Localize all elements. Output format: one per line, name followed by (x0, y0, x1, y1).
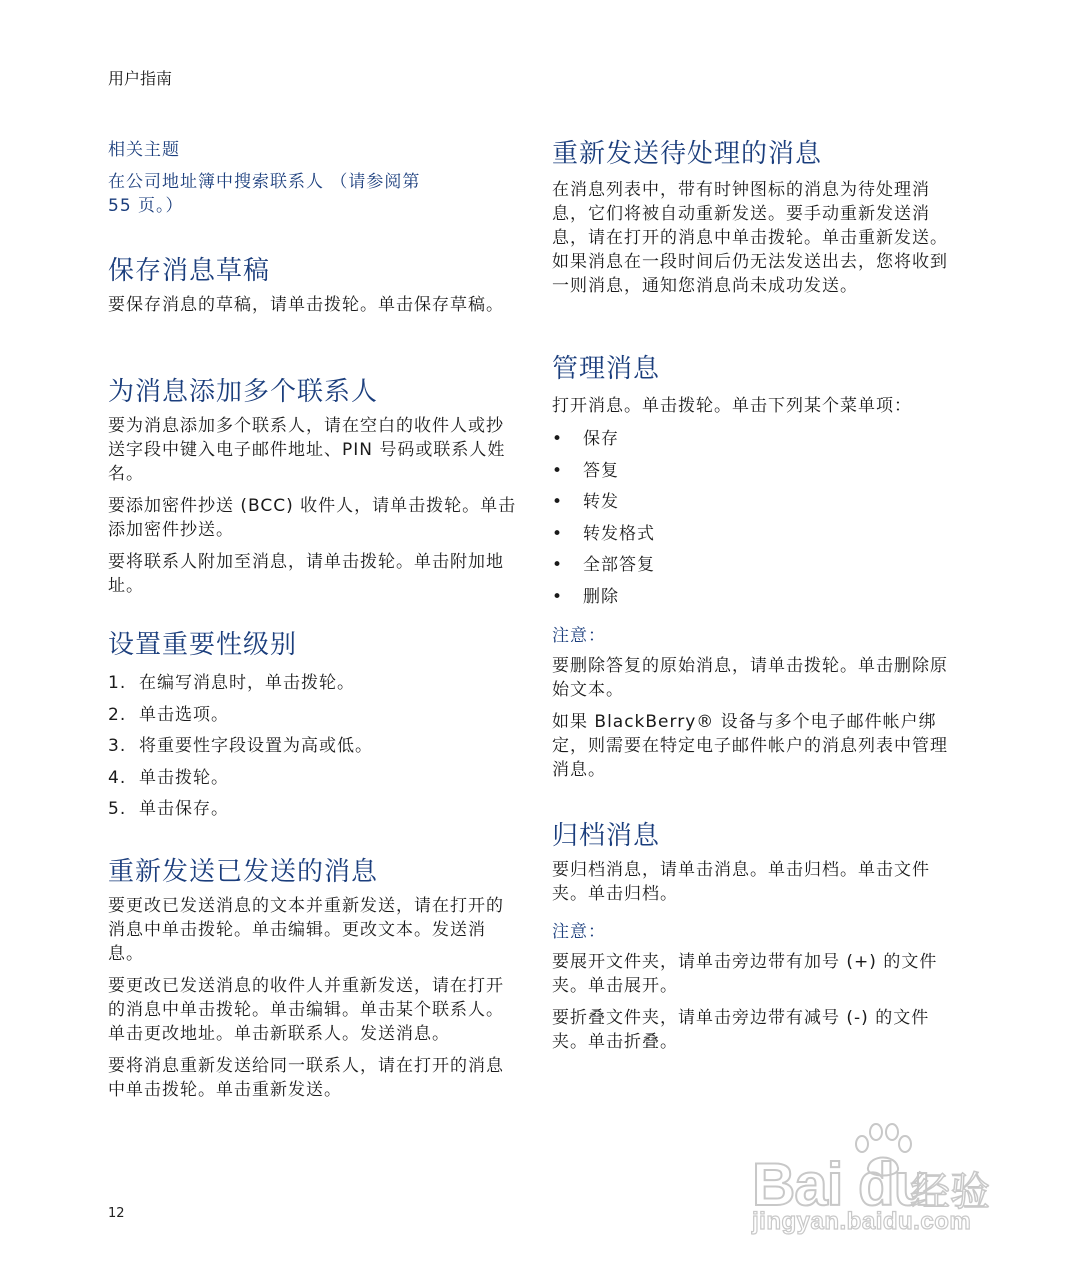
section-title: 归档消息 (552, 821, 661, 851)
related-topic-link-line1: 在公司地址簿中搜索联系人 （请参阅第 (108, 172, 421, 192)
paragraph: 要为消息添加多个联系人，请在空白的收件人或抄送字段中键入电子邮件地址、PIN 号码或联系人姓名。 (108, 416, 506, 484)
step-text: 将重要性字段设置为高或低。 (139, 736, 373, 756)
watermark-logo: Bai du (752, 1151, 930, 1218)
paragraph: 要更改已发送消息的文本并重新发送，请在打开的消息中单击拨轮。单击编辑。更改文本。发送消息。 (108, 896, 504, 964)
bullet-icon: • (552, 586, 564, 607)
list-item-text: 转发格式 (583, 523, 655, 544)
section-title: 管理消息 (552, 354, 661, 384)
section-save-draft (108, 255, 518, 317)
related-topic-link[interactable] (108, 170, 518, 218)
step-text: 单击选项。 (139, 704, 229, 725)
paragraph: 要更改已发送消息的收件人并重新发送，请在打开的消息中单击拨轮。单击编辑。单击某个联系人。单击更改地址。单击新联系人。发送消息。 (108, 976, 504, 1044)
section-title: 设置重要性级别 (108, 630, 298, 660)
list-item (552, 585, 957, 609)
section-title: 重新发送已发送的消息 (108, 857, 379, 887)
bullet-icon: • (552, 429, 564, 449)
step-number: 1. (108, 673, 127, 693)
list-item (552, 522, 957, 546)
page-number: 12 (108, 1206, 125, 1221)
paragraph: 打开消息。单击拨轮。单击下列某个菜单项： (552, 396, 912, 416)
list-item (552, 553, 957, 577)
paragraph: 如果 BlackBerry® 设备与多个电子邮件帐户绑定，则需要在特定电子邮件帐户的消息列表中管理消息。 (552, 712, 948, 780)
list-item-text: 全部答复 (583, 555, 655, 575)
step-number: 2. (108, 704, 127, 725)
step-item (108, 797, 518, 821)
paragraph: 要删除答复的原始消息，请单击拨轮。单击删除原始文本。 (552, 656, 948, 700)
section-title: 保存消息草稿 (108, 256, 271, 286)
paragraph: 要将消息重新发送给同一联系人，请在打开的消息中单击拨轮。单击重新发送。 (108, 1056, 504, 1100)
paragraph: 要展开文件夹，请单击旁边带有加号 (+) 的文件夹。单击展开。 (552, 952, 938, 996)
list-item (552, 490, 957, 514)
list-item (552, 459, 957, 483)
step-text: 单击保存。 (139, 799, 229, 819)
step-item (108, 734, 518, 758)
section-title: 为消息添加多个联系人 (108, 377, 379, 407)
watermark-url: jingyan.baidu.com (752, 1208, 972, 1235)
step-text: 在编写消息时，单击拨轮。 (139, 673, 355, 693)
list-item-text: 转发 (583, 492, 619, 512)
steps-list (108, 671, 518, 821)
bullet-icon: • (552, 460, 564, 481)
step-number: 4. (108, 767, 127, 788)
bullet-icon: • (552, 523, 564, 544)
step-item (108, 766, 518, 790)
list-item-text: 答复 (583, 460, 619, 481)
section-resend-pending (552, 138, 957, 298)
paragraph: 要折叠文件夹，请单击旁边带有减号 (-) 的文件夹。单击折叠。 (552, 1008, 930, 1052)
section-archive (552, 820, 957, 1054)
step-item (108, 671, 518, 695)
paragraph: 要归档消息，请单击消息。单击归档。单击文件夹。单击归档。 (552, 860, 930, 904)
bullet-icon: • (552, 492, 564, 512)
step-number: 5. (108, 799, 127, 819)
paragraph: 在消息列表中，带有时钟图标的消息为待处理消息，它们将被自动重新发送。要手动重新发送消息，请在打开的消息中单击拨轮。单击重新发送。如果消息在一段时间后仍无法发送出去，您将收到一则消息，通知您消息尚未成功发送。 (552, 180, 948, 296)
list-item-text: 删除 (583, 586, 619, 607)
section-manage (552, 353, 957, 782)
section-add-contacts (108, 376, 518, 598)
paragraph: 要将联系人附加至消息，请单击拨轮。单击附加地址。 (108, 552, 504, 596)
note-label: 注意： (552, 626, 606, 646)
section-title: 重新发送待处理的消息 (552, 139, 823, 169)
step-text: 单击拨轮。 (139, 767, 229, 788)
watermark-brand: 经验 (910, 1169, 990, 1215)
related-topics (108, 138, 518, 218)
running-header: 用户指南 (108, 69, 173, 88)
baidu-watermark (752, 1120, 1012, 1240)
related-topics-label: 相关主题 (108, 140, 180, 160)
section-resend-sent (108, 856, 518, 1102)
step-item (108, 703, 518, 727)
note-label: 注意： (552, 922, 606, 942)
related-topic-link-line2: 55 页。） (108, 196, 184, 216)
paragraph: 要保存消息的草稿，请单击拨轮。单击保存草稿。 (108, 295, 504, 315)
list-item-text: 保存 (583, 429, 619, 449)
step-number: 3. (108, 736, 127, 756)
bullet-icon: • (552, 555, 564, 575)
menu-items-list (552, 427, 957, 609)
section-importance (108, 629, 518, 829)
paragraph: 要添加密件抄送 (BCC) 收件人，请单击拨轮。单击添加密件抄送。 (108, 496, 517, 540)
list-item (552, 427, 957, 451)
